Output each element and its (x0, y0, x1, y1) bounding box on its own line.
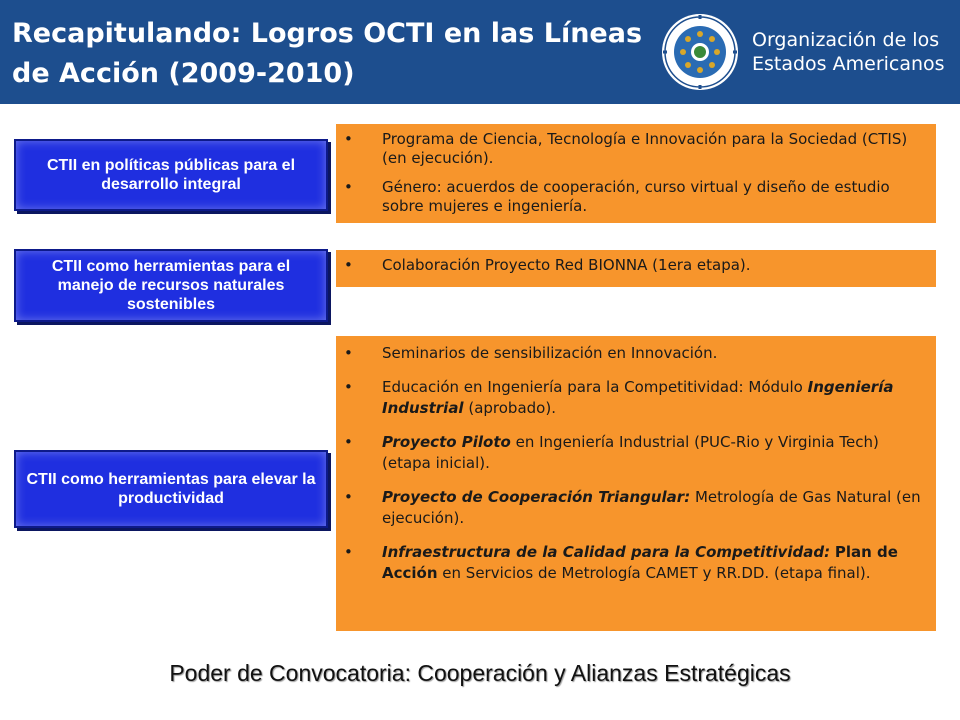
footer-caption: Poder de Convocatoria: Cooperación y Alianzas Estratégicas (169, 660, 791, 686)
header-banner (0, 0, 960, 104)
achievements-panel-public-policies (336, 124, 936, 223)
achievements-panel-natural-resources (336, 250, 936, 287)
plain-text: Seminarios de sensibilización en Innovación. (382, 344, 718, 362)
achievement-text (382, 433, 879, 472)
achievement-item (382, 130, 922, 168)
achievement-list (382, 256, 922, 275)
plain-text: Género: acuerdos de cooperación, curso virtual y diseño de estudio sobre mujeres e ingeniería. (382, 178, 890, 215)
emphasis-text: Ingeniería Industrial (382, 378, 894, 417)
slide-title-line-2: de Acción (2009-2010) (12, 58, 355, 89)
category-box-public-policies (14, 139, 328, 211)
plain-text: Educación en Ingeniería para la Competitividad: Módulo (382, 378, 808, 396)
achievement-list (382, 130, 922, 216)
achievement-text (382, 256, 751, 274)
slide-title-line-1: Recapitulando: Logros OCTI en las Líneas (12, 18, 643, 49)
slide-title (12, 14, 662, 94)
emphasis-text: Proyecto Piloto (382, 433, 511, 451)
category-label: CTII en políticas públicas para el desarrollo integral (46, 157, 296, 193)
achievement-item (382, 432, 922, 474)
plain-text: Metrología de Gas Natural (en ejecución). (382, 488, 921, 527)
achievement-text (382, 378, 893, 417)
achievement-text (382, 344, 717, 362)
category-box-natural-resources (14, 249, 328, 322)
achievement-item (382, 377, 922, 419)
category-label: CTII como herramientas para el manejo de recursos naturales sostenibles (51, 258, 291, 313)
emphasis-text: Infraestructura de la Calidad para la Competitividad: (382, 543, 831, 561)
emphasis-text: Plan de Acción (382, 543, 898, 582)
achievement-text (382, 543, 898, 582)
organization-name-line-1: Organización de los (752, 29, 940, 51)
achievement-text (382, 178, 890, 215)
achievement-list (382, 343, 922, 584)
oas-seal-icon (660, 12, 740, 92)
organization-name (752, 28, 945, 76)
emphasis-text: Proyecto de Cooperación Triangular: (382, 488, 691, 506)
plain-text: Programa de Ciencia, Tecnología e Innovación para la Sociedad (CTIS) (en ejecución). (382, 130, 908, 167)
achievement-item (382, 542, 922, 584)
category-label: CTII como herramientas para elevar la productividad (26, 471, 316, 507)
achievement-item (382, 487, 922, 529)
achievement-text (382, 488, 921, 527)
achievements-panel-productivity (336, 336, 936, 631)
achievement-item (382, 343, 922, 364)
plain-text: en Ingeniería Industrial (PUC-Rio y Virginia Tech) (etapa inicial). (382, 433, 879, 472)
organization-name-line-2: Estados Americanos (752, 53, 945, 75)
plain-text: en Servicios de Metrología CAMET y RR.DD. (etapa final). (437, 564, 871, 582)
achievement-item (382, 178, 922, 216)
plain-text: Colaboración Proyecto Red BIONNA (1era etapa). (382, 256, 751, 274)
category-box-productivity (14, 450, 328, 528)
achievement-item (382, 256, 922, 275)
achievement-text (382, 130, 907, 167)
plain-text: (aprobado). (463, 399, 556, 417)
